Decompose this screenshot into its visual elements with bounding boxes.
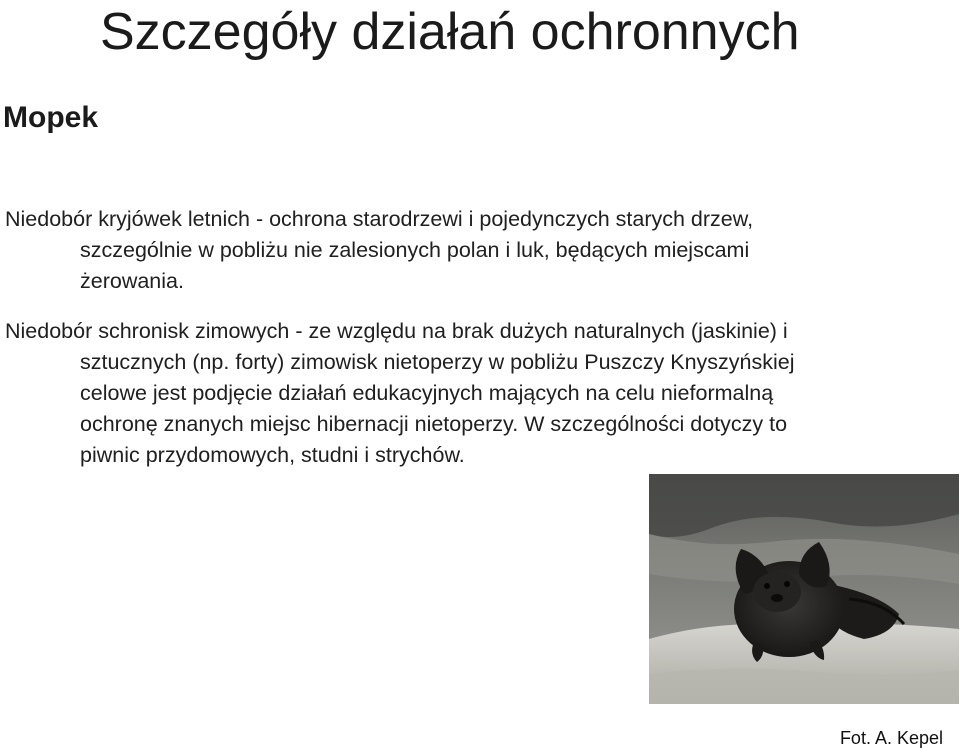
paragraph-line: Niedobór schronisk zimowych - ze względu na brak dużych naturalnych (jaskinie) i — [5, 319, 788, 343]
paragraph-winter-shelters — [5, 316, 955, 471]
paragraph-line: celowe jest podjęcie działań edukacyjnych mających na celu nieformalną — [80, 381, 774, 405]
bat-photo-illustration — [649, 474, 959, 704]
paragraph-line: piwnic przydomowych, studni i strychów. — [80, 443, 465, 467]
paragraph-line: żerowania. — [80, 269, 184, 293]
paragraph-summer-roosts — [5, 204, 955, 297]
paragraph-line: ochronę znanych miejsc hibernacji nietoperzy. W szczególności dotyczy to — [80, 412, 788, 436]
slide-title: Szczegóły działań ochronnych — [100, 3, 800, 61]
section-subtitle: Mopek — [3, 101, 99, 134]
photo-credit: Fot. A. Kepel — [839, 728, 943, 748]
paragraph-line: Niedobór kryjówek letnich - ochrona starodrzewi i pojedynczych starych drzew, — [5, 207, 754, 231]
bat-photo — [649, 474, 959, 704]
rock-ledge-shadow — [649, 668, 959, 704]
paragraph-line: sztucznych (np. forty) zimowisk nietoperzy w pobliżu Puszczy Knyszyńskiej — [80, 350, 795, 374]
paragraph-line: szczególnie w pobliżu nie zalesionych polan i luk, będących miejscami — [80, 238, 750, 262]
